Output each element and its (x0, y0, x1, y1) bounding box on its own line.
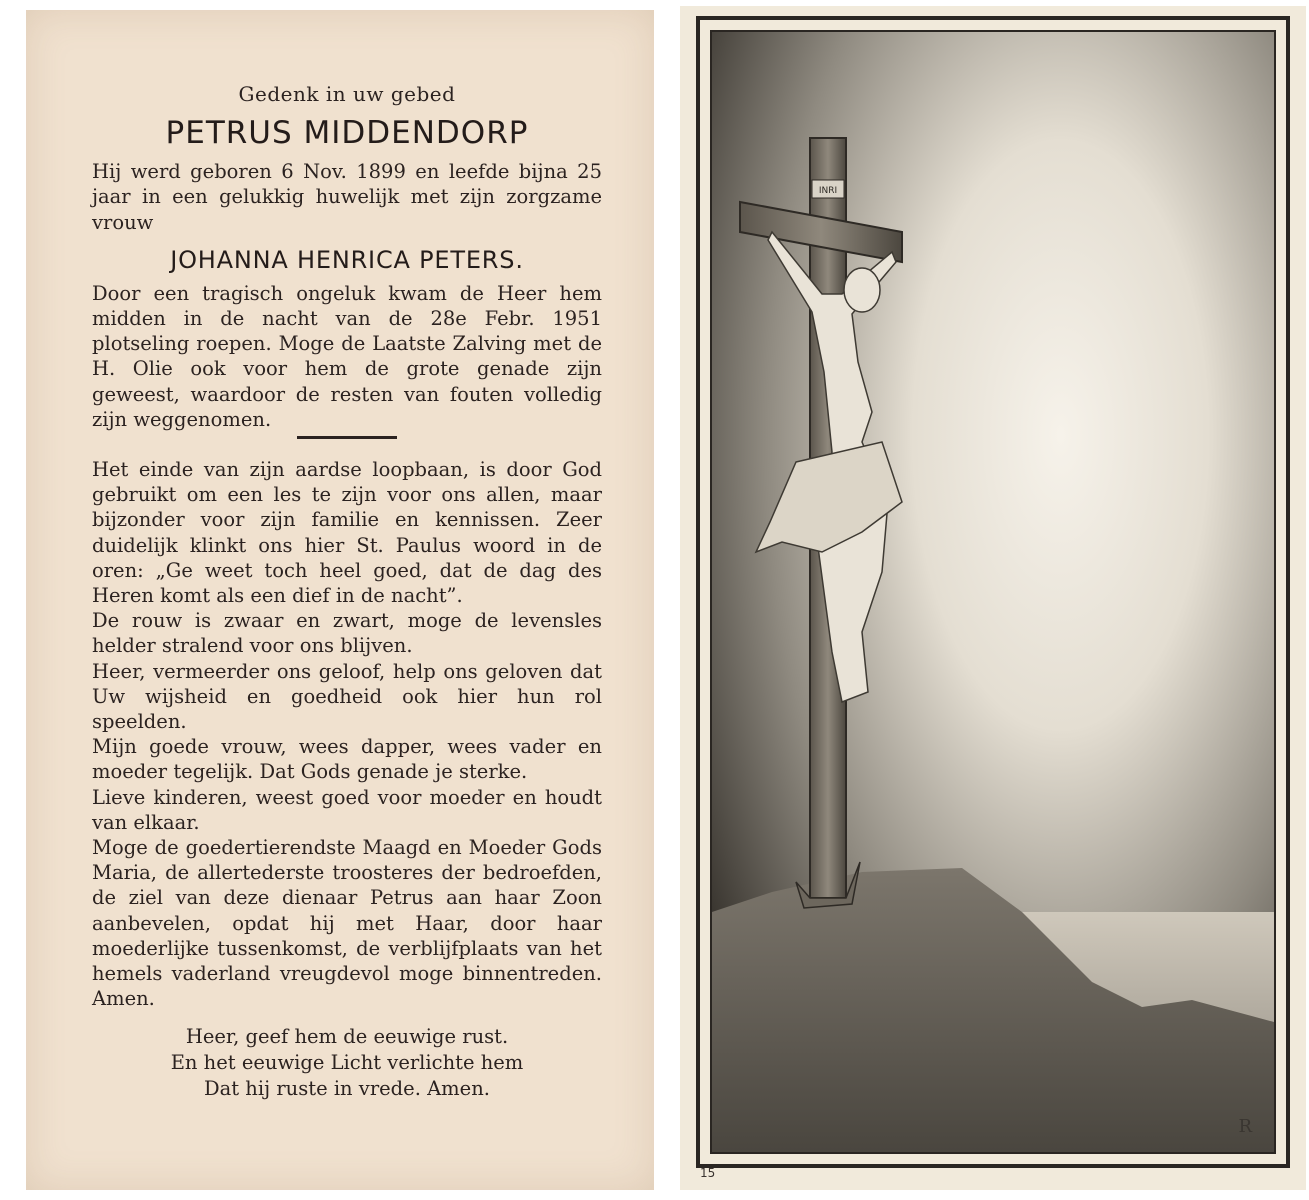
prayer-line: Heer, geef hem de eeuwige rust. (185, 1024, 509, 1048)
memorial-card-image (680, 6, 1306, 1190)
prayer-line: Dat hij ruste in vrede. Amen. (204, 1076, 490, 1100)
crucifixion-drawing (712, 32, 1274, 1152)
birth-text: Hij werd geboren 6 Nov. 1899 en leefde bijna 25 jaar in een gelukkig huwelijk met zijn zorgzame vrouw (92, 160, 602, 234)
paragraph-4: Mijn goede vrouw, wees dapper, wees vader en moeder tegelijk. Dat Gods genade je sterke. (92, 735, 602, 784)
inri-text: INRI (818, 186, 838, 196)
card-text-block (92, 82, 602, 1102)
print-number: 15 (700, 1166, 716, 1180)
memorial-card-text (26, 10, 654, 1190)
closing-prayer (92, 1024, 602, 1102)
paragraph-2: De rouw is zwaar en zwart, moge de levensles helder stralend voor ons blijven. (92, 609, 602, 658)
death-text: Door een tragisch ongeluk kwam de Heer hem midden in de nacht van de 28e Febr. 1951 plotseling roepen. Moge de Laatste Zalving met de H. Olie ook voor hem de grote genade zijn geweest, waardoor de resten van fouten volledig zijn weggenomen. (92, 281, 602, 431)
paragraph-5: Lieve kinderen, weest goed voor moeder en houdt van elkaar. (92, 785, 602, 834)
prayer-line: En het eeuwige Licht verlichte hem (170, 1050, 524, 1074)
greeting: Gedenk in uw gebed (238, 82, 456, 106)
deceased-name: PETRUS MIDDENDORP (165, 115, 529, 152)
paragraph-3: Heer, vermeerder ons geloof, help ons geloven dat Uw wijsheid en goedheid ook hier hun rol speelden. (92, 659, 602, 734)
crucifixion-illustration (712, 32, 1274, 1152)
paragraph-1: Het einde van zijn aardse loopbaan, is door God gebruikt om een les te zijn voor ons allen, maar bijzonder voor zijn familie en kennissen. Zeer duidelijk klinkt ons hier St. Paulus woord in de oren: „Ge weet toch heel goed, dat de dag des Heren komt als een dief in de nacht”. (92, 458, 602, 608)
paragraph-6: Moge de goedertierendste Maagd en Moeder Gods Maria, de allertederste troosteres der bedroefden, de ziel van deze dienaar Petrus aan haar Zoon aanbevelen, opdat hij met Haar, door haar moederlijke tussenkomst, de verblijfplaats van het hemels vaderland vreugdevol moge binnentreden. Amen. (92, 836, 602, 1011)
divider (297, 436, 397, 439)
artist-monogram: R (1238, 1116, 1252, 1137)
image-frame (696, 16, 1290, 1168)
wife-name: JOHANNA HENRICA PETERS. (170, 245, 524, 274)
